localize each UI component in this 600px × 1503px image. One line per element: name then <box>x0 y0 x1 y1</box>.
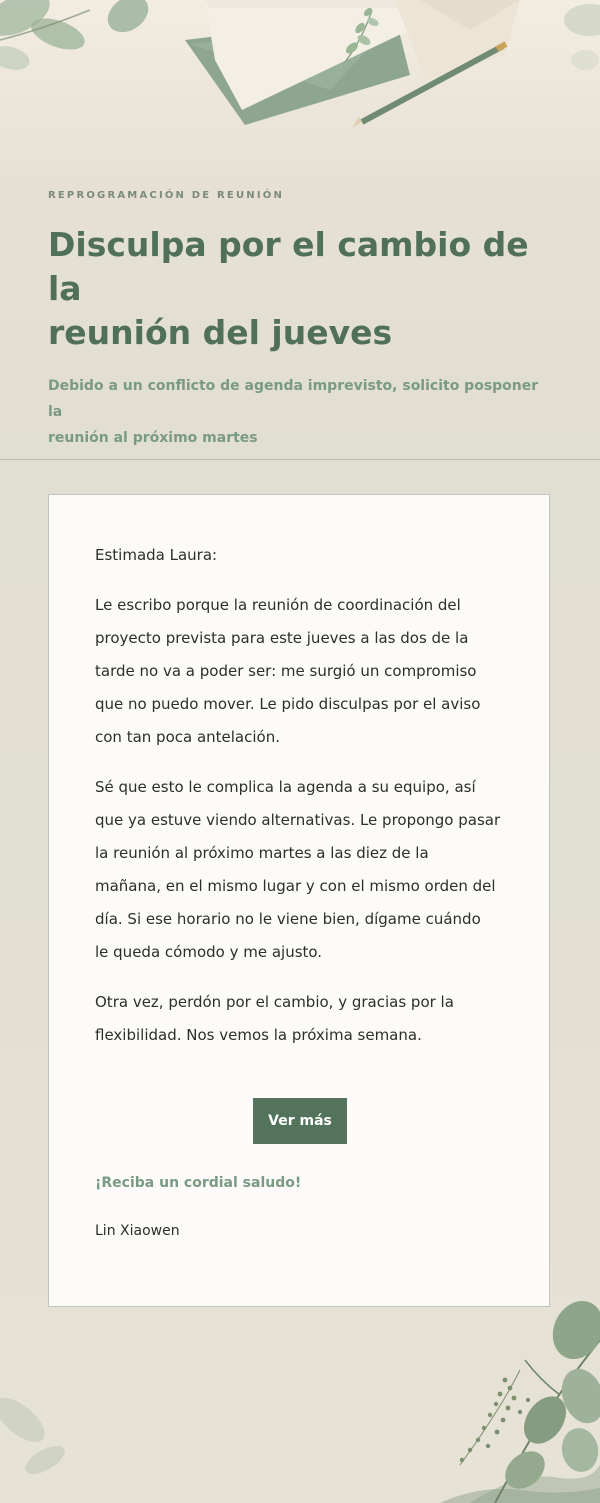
page-title-line-2: reunión del jueves <box>48 313 393 352</box>
paragraph-line: que ya estuve viendo alternativas. Le propongo pasar <box>95 811 501 829</box>
paragraph-line: Le escribo porque la reunión de coordinación del <box>95 596 461 614</box>
section-divider <box>0 459 600 460</box>
page-subtitle-line-2: reunión al próximo martes <box>48 430 258 446</box>
cta-container <box>253 1098 347 1144</box>
paragraph-line: le queda cómodo y me ajusto. <box>95 943 323 961</box>
paragraph-line: proyecto prevista para este jueves a las dos de la <box>95 629 469 647</box>
letter-paragraph-1 <box>95 589 509 754</box>
eucalyptus-foliage-icon <box>0 1300 600 1503</box>
page-subtitle-line-1: Debido a un conflicto de agenda imprevisto, solicito posponer la <box>48 378 539 420</box>
paragraph-line: con tan poca antelación. <box>95 728 280 746</box>
letter-signature: Lin Xiaowen <box>95 1223 180 1239</box>
paragraph-line: la reunión al próximo martes a las diez de la <box>95 844 429 862</box>
letter-card <box>48 494 550 1307</box>
paragraph-line: Otra vez, perdón por el cambio, y gracias por la <box>95 993 454 1011</box>
letter-closing: ¡Reciba un cordial saludo! <box>95 1175 302 1191</box>
page-title-line-1: Disculpa por el cambio de la <box>48 225 529 308</box>
letter-greeting: Estimada Laura: <box>95 546 218 564</box>
hero-header <box>48 190 552 451</box>
paragraph-line: día. Si ese horario no le viene bien, dígame cuándo <box>95 910 481 928</box>
paragraph-line: flexibilidad. Nos vemos la próxima semana. <box>95 1026 422 1044</box>
paragraph-line: Sé que esto le complica la agenda a su equipo, así <box>95 778 476 796</box>
paragraph-line: tarde no va a poder ser: me surgió un compromiso <box>95 662 477 680</box>
eyebrow-label: REPROGRAMACIÓN DE REUNIÓN <box>48 190 285 201</box>
letter-paragraph-2 <box>95 771 509 969</box>
letter-paragraph-3 <box>95 986 509 1052</box>
page-subtitle <box>48 373 552 451</box>
page-title <box>48 223 552 355</box>
paragraph-line: mañana, en el mismo lugar y con el mismo orden del <box>95 877 496 895</box>
stationery-illustration-icon <box>0 0 600 160</box>
ver-mas-button[interactable]: Ver más <box>253 1098 347 1144</box>
letter-body <box>95 539 509 1052</box>
paragraph-line: que no puedo mover. Le pido disculpas por el aviso <box>95 695 481 713</box>
